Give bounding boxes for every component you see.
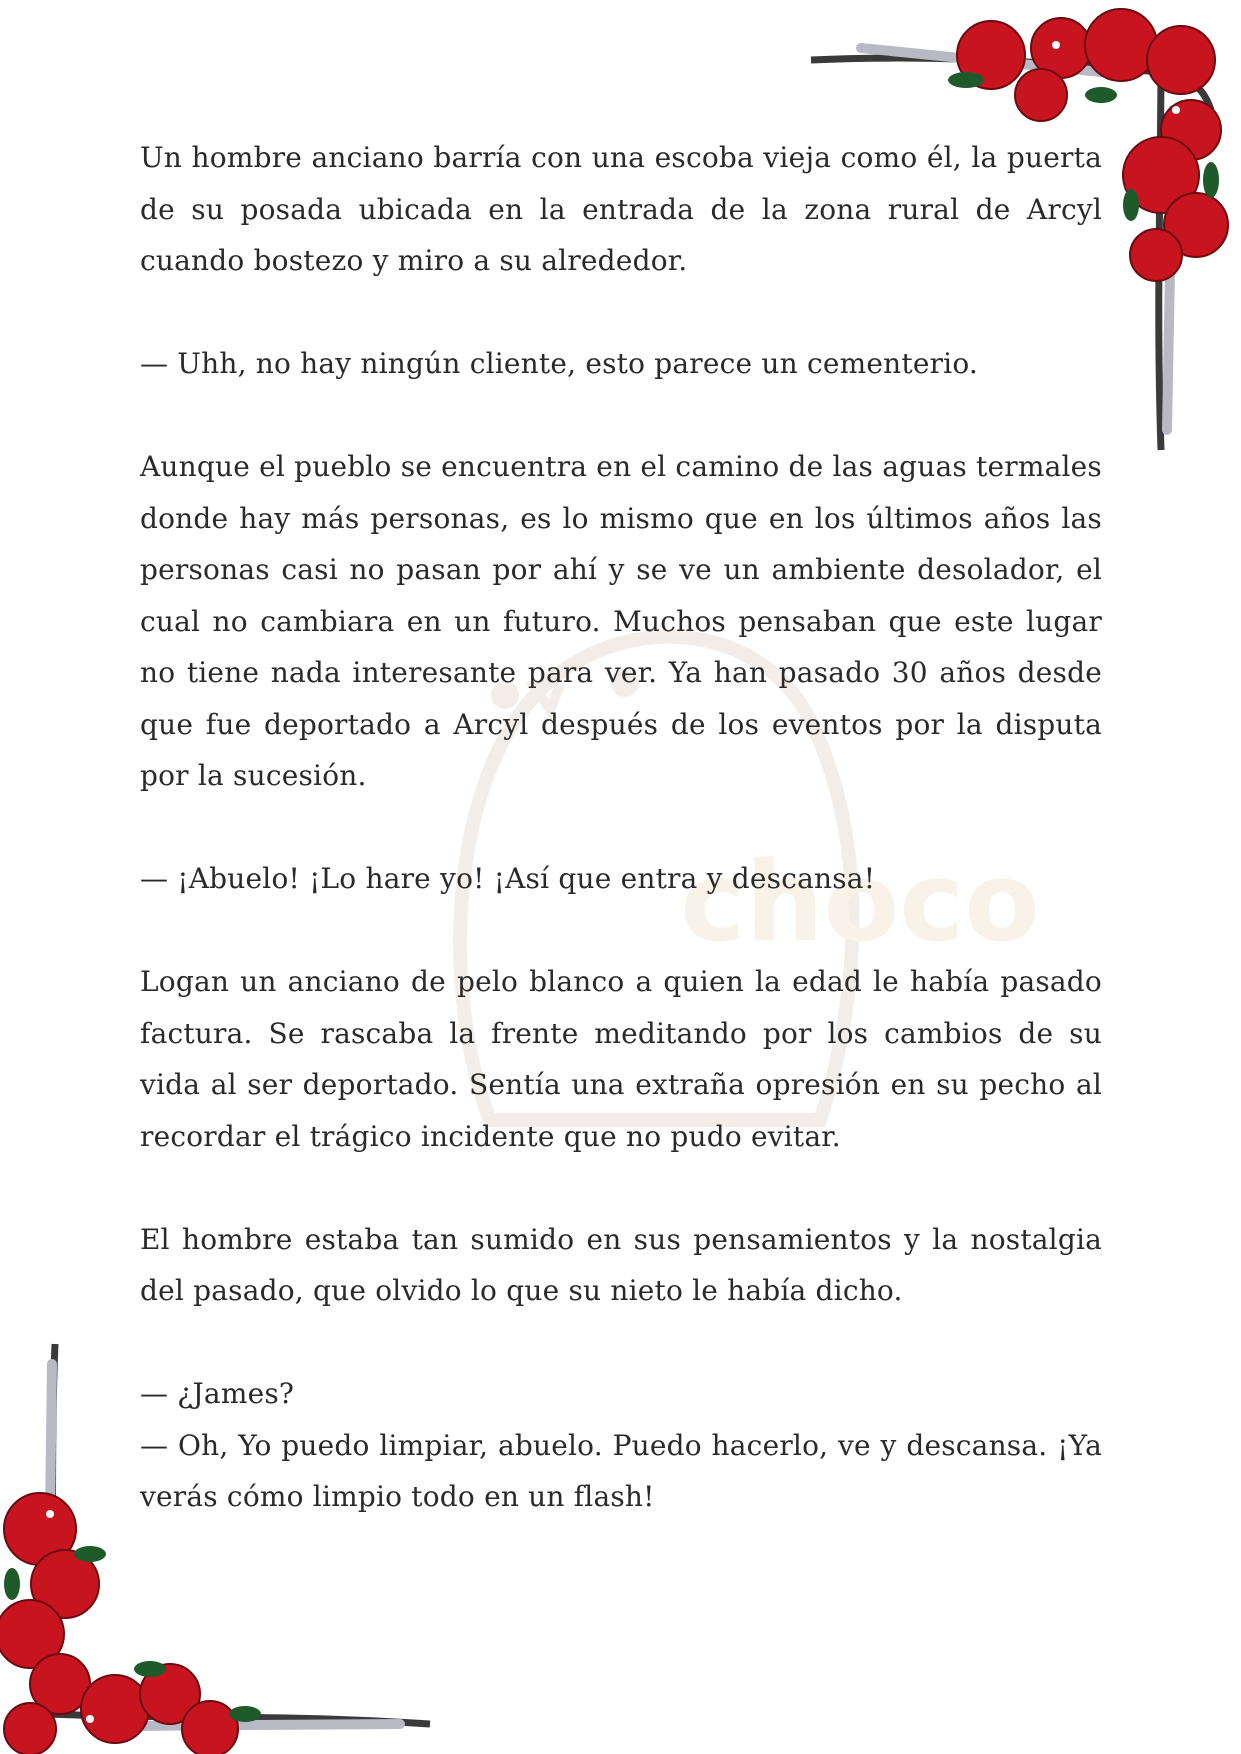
story-text bbox=[140, 132, 1102, 1574]
dialogue-line: — Oh, Yo puedo limpiar, abuelo. Puedo hacerlo, ve y descansa. ¡Ya verás cómo limpio todo en un flash! bbox=[140, 1428, 1102, 1513]
paragraph: Un hombre anciano barría con una escoba vieja como él, la puerta de su posada ubicada en la entrada de la zona rural de Arcyl cuando bostezo y miro a su alrededor. bbox=[140, 141, 1102, 277]
paragraph: Logan un anciano de pelo blanco a quien la edad le había pasado factura. Se rascaba la frente meditando por los cambios de su vida al ser deportado. Sentía una extraña opresión en su pecho al recordar el trágico incidente que no pudo evitar. bbox=[140, 965, 1102, 1153]
dialogue-line: — ¡Abuelo! ¡Lo hare yo! ¡Así que entra y descansa! bbox=[140, 862, 876, 895]
paragraph: El hombre estaba tan sumido en sus pensamientos y la nostalgia del pasado, que olvido lo que su nieto le había dicho. bbox=[140, 1222, 1102, 1307]
dialogue-line: — Uhh, no hay ningún cliente, esto parece un cementerio. bbox=[140, 347, 979, 380]
paragraph: Aunque el pueblo se encuentra en el camino de las aguas termales donde hay más personas, es lo mismo que en los últimos años las personas casi no pasan por ahí y se ve un ambiente desolador, el cual no cambiara en un futuro. Muchos pensaban que este lugar no tiene nada interesante para ver. Ya han pasado 30 años desde que fue deportado a Arcyl después de los eventos por la disputa por la sucesión. bbox=[140, 450, 1102, 792]
watermark-text: choco bbox=[680, 838, 1040, 966]
dialogue-line: — ¿James? bbox=[140, 1377, 295, 1410]
